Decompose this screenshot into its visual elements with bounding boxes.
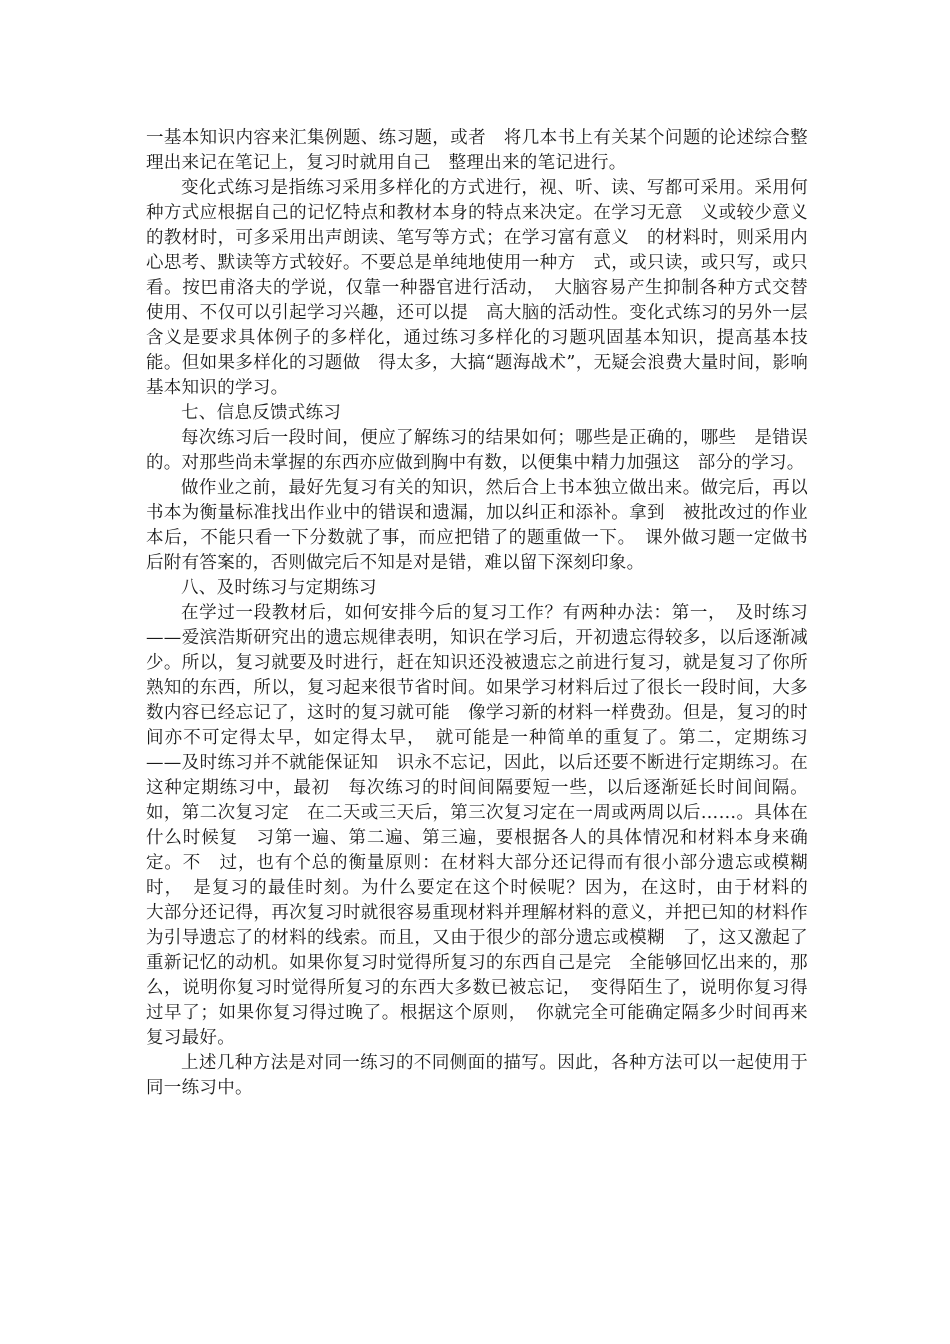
paragraph-variation-practice: 变化式练习是指练习采用多样化的方式进行，视、听、读、写都可采用。采用何种方式应根据自己的记忆特点和教材本身的特点来决定。在学习无意 义或较少意义的教材时，可多采用出声朗读、笔写等方式；在学习富有意义 的材料时，则采用内心思考、默读等方式较好。不要总是单纯地使用一种方 式，或只读，或只写，或只看。按巴甫洛夫的学说，仅靠一种器官进行活动， 大脑容易产生抑制各种方式交替使用、不仅可以引起学习兴趣，还可以提 高大脑的活动性。变化式练习的另外一层含义是要求具体例子的多样化，通过练习多样化的习题巩固基本知识，提高基本技能。但如果多样化的习题做 得太多，大搞“题海战术”，无疑会浪费大量时间，影响基本知识的学习。: [146, 178, 808, 398]
section-heading-feedback-practice: 七、信息反馈式练习: [181, 403, 342, 423]
document-page: [146, 126, 826, 1101]
paragraph-homework: 做作业之前，最好先复习有关的知识，然后合上书本独立做出来。做完后，再以书本为衡量标准找出作业中的错误和遗漏，加以纠正和添补。拿到 被批改过的作业本后，不能只看一下分数就了事，而应把错了的题重做一下。 课外做习题一定做书后附有答案的，否则做完后不知是对是错，难以留下深刻印象。: [146, 478, 808, 573]
paragraph-feedback-intro: 每次练习后一段时间，便应了解练习的结果如何；哪些是正确的，哪些 是错误的。对那些尚未掌握的东西亦应做到胸中有数，以便集中精力加强这 部分的学习。: [146, 428, 808, 473]
section-heading-timely-practice: 八、及时练习与定期练习: [181, 578, 377, 598]
paragraph-timely-and-periodic: 在学过一段教材后，如何安排今后的复习工作？有两种办法：第一， 及时练习——爱滨浩斯研究出的遗忘规律表明，知识在学习后，开初遗忘得较多，以后逐渐减少。所以，复习就要及时进行，赶在知识还没被遗忘之前进行复习，就是复习了你所熟知的东西，所以，复习起来很节省时间。如果学习材料后过了很长一段时间，大多数内容已经忘记了，这时的复习就可能 像学习新的材料一样费劲。但是，复习的时间亦不可定得太早，如定得太早， 就可能是一种简单的重复了。第二，定期练习——及时练习并不就能保证知 识永不忘记，因此，以后还要不断进行定期练习。在这种定期练习中，最初 每次练习的时间间隔要短一些，以后逐渐延长时间间隔。如，第二次复习定 在二天或三天后，第三次复习定在一周或两周以后……。具体在什么时候复 习第一遍、第二遍、第三遍，要根据各人的具体情况和材料本身来确定。不 过，也有个总的衡量原则：在材料大部分还记得而有很小部分遗忘或模糊时， 是复习的最佳时刻。为什么要定在这个时候呢？因为，在这时，由于材料的 大部分还记得，再次复习时就很容易重现材料并理解材料的意义，并把已知的材料作为引导遗忘了的材料的线索。而且，又由于很少的部分遗忘或模糊 了，这又激起了重新记忆的动机。如果你复习时觉得所复习的东西自己是完 全能够回忆出来的，那么，说明你复习时觉得所复习的东西大多数已被忘记， 变得陌生了，说明你复习得过早了；如果你复习得过晚了。根据这个原则， 你就完全可能确定隔多少时间再来复习最好。: [146, 603, 826, 1048]
paragraph-conclusion: 上述几种方法是对同一练习的不同侧面的描写。因此，各种方法可以一起使用于同一练习中。: [146, 1053, 808, 1098]
paragraph-continued: 一基本知识内容来汇集例题、练习题，或者 将几本书上有关某个问题的论述综合整理出来记在笔记上，复习时就用自己 整理出来的笔记进行。: [146, 128, 808, 173]
